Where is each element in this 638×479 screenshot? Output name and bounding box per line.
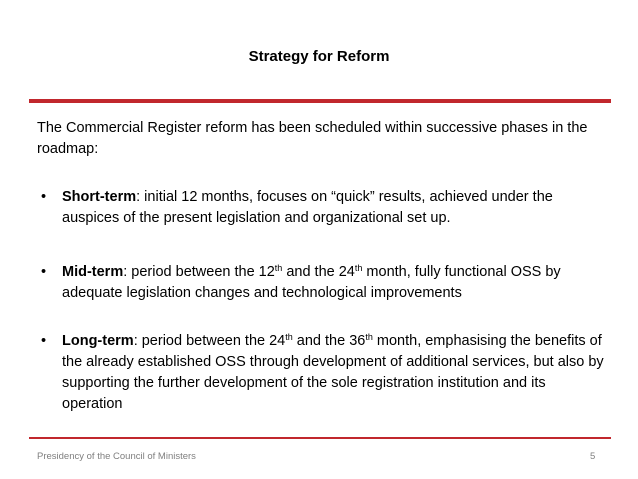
bullet-body [62,331,606,415]
bullet-text: month, emphasising the benefits of the already established OSS through development of additional services, but also by supporting the further development of the sole registration institution and its operation [62,333,604,412]
ordinal-suffix: th [285,332,293,342]
page-number: 5 [590,451,596,462]
bullet-body [62,187,606,229]
bullet-text: : initial 12 months, focuses on “quick” results, achieved under the auspices of the present legislation and organizational set up. [62,189,553,226]
bullet-symbol: • [41,189,47,205]
footer-text: Presidency of the Council of Ministers [37,451,196,462]
bullet-text: : period between the 24 [133,333,286,349]
bullet-symbol: • [41,264,47,280]
bullet-text: : period between the 12 [123,264,275,280]
ordinal-suffix: th [365,332,373,342]
ordinal-suffix: th [354,263,363,273]
bullet-long-term [41,331,606,415]
ordinal-suffix: th [274,263,283,273]
bullet-mid-term [41,262,606,304]
intro-paragraph: The Commercial Register reform has been scheduled within successive phases in the roadmap: [37,120,588,157]
bullet-body [62,262,606,304]
bullet-text: and the 36 [292,333,366,349]
bullet-symbol: • [41,333,47,349]
footer-divider [29,437,611,439]
bullet-term: Mid-term [62,264,124,280]
bullet-text: and the 24 [282,264,355,280]
bullet-term: Long-term [62,333,134,349]
slide-title: Strategy for Reform [248,48,390,65]
bullet-term: Short-term [62,189,137,205]
title-divider [29,99,611,103]
bullet-text: month, fully functional OSS by adequate legislation changes and technological improvements [62,264,561,301]
bullet-short-term [41,187,606,229]
